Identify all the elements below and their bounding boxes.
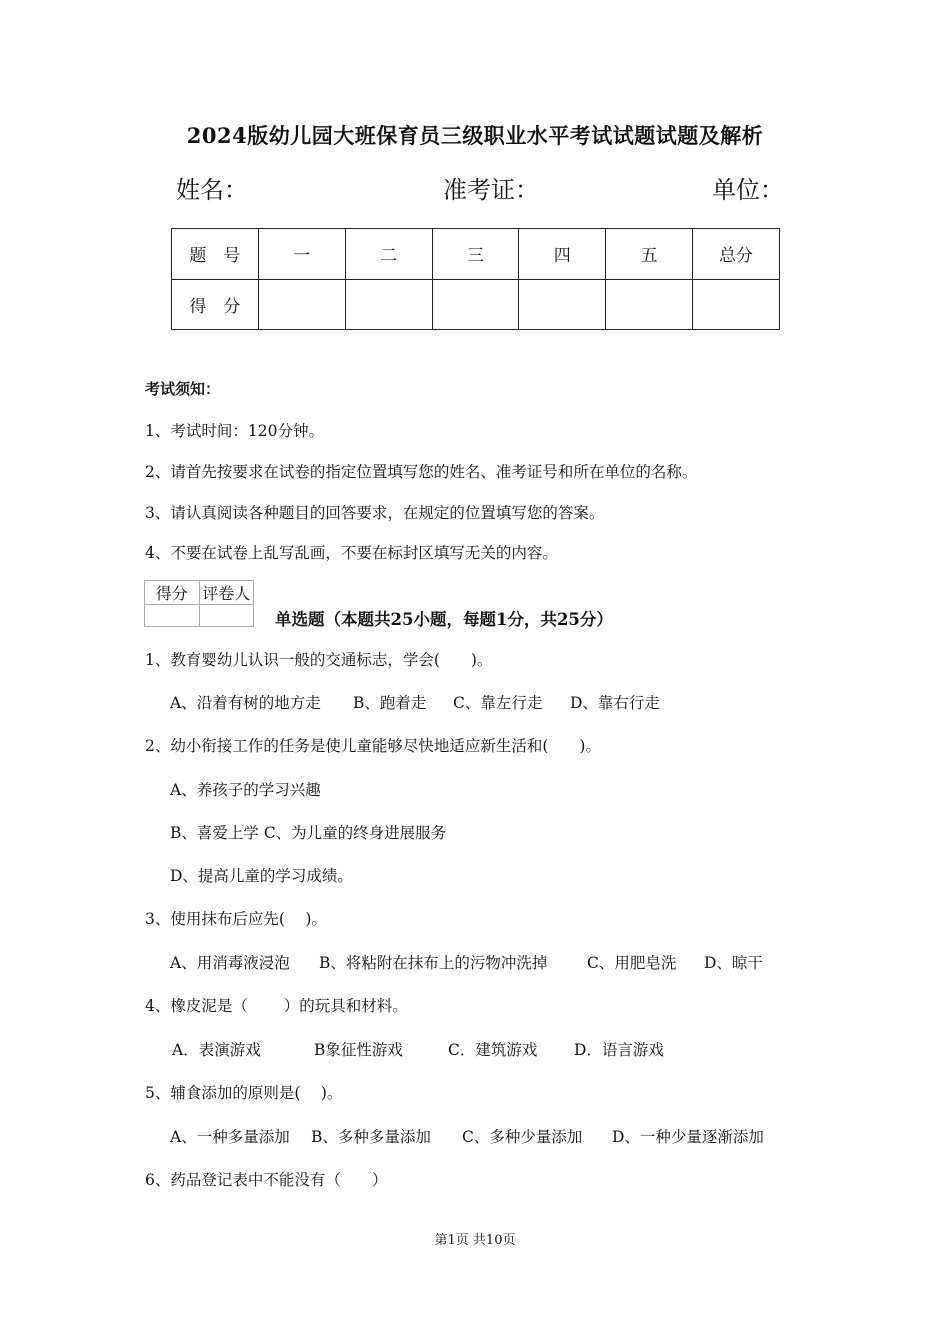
notice-item-3: 3、请认真阅读各种题目的回答要求，在规定的位置填写您的答案。 xyxy=(145,504,605,522)
grader-name-cell[interactable] xyxy=(199,605,254,627)
notice-heading: 考试须知： xyxy=(145,380,221,398)
question-2-option-d: D、提高儿童的学习成绩。 xyxy=(170,867,353,885)
score-table-header-row xyxy=(172,229,780,280)
question-5-option-a: A、一种多量添加 xyxy=(170,1128,290,1146)
score-row-label: 得 分 xyxy=(172,279,259,330)
question-1-stem: 1、教育婴幼儿认识一般的交通标志，学会( )。 xyxy=(145,651,493,669)
question-3-stem: 3、使用抹布后应先( )。 xyxy=(145,910,327,928)
total-header: 总分 xyxy=(693,229,780,280)
question-4-option-b: B象征性游戏 xyxy=(314,1041,403,1059)
question-3-option-c: C、用肥皂洗 xyxy=(587,954,677,972)
question-number-label: 题 号 xyxy=(172,229,259,280)
question-4-option-d: D．语言游戏 xyxy=(574,1041,664,1059)
grader-name-label: 评卷人 xyxy=(199,581,254,605)
notice-item-1: 1、考试时间：120分钟。 xyxy=(145,422,324,440)
question-5-option-c: C、多种少量添加 xyxy=(462,1128,583,1146)
grader-box xyxy=(144,580,254,627)
grader-score-cell[interactable] xyxy=(145,605,200,627)
score-cell-3[interactable] xyxy=(432,279,519,330)
page-footer: 第1页 共10页 xyxy=(434,1233,516,1248)
section-4-header: 四 xyxy=(519,229,606,280)
question-4-stem: 4、橡皮泥是（ ）的玩具和材料。 xyxy=(145,997,408,1015)
score-cell-1[interactable] xyxy=(258,279,345,330)
question-4-option-c: C．建筑游戏 xyxy=(448,1041,538,1059)
question-4-option-a: A．表演游戏 xyxy=(172,1041,261,1059)
question-1-option-d: D、靠右行走 xyxy=(570,694,660,712)
score-cell-2[interactable] xyxy=(345,279,432,330)
question-6-stem: 6、药品登记表中不能没有（ ） xyxy=(145,1171,388,1189)
question-2-stem: 2、幼小衔接工作的任务是使儿童能够尽快地适应新生活和( )。 xyxy=(145,737,601,755)
grader-score-label: 得分 xyxy=(145,581,200,605)
question-3-option-d: D、晾干 xyxy=(704,954,763,972)
score-table-score-row xyxy=(172,279,780,330)
question-1-option-b: B、跑着走 xyxy=(353,694,427,712)
question-3-option-b: B、将粘附在抹布上的污物冲洗掉 xyxy=(319,954,548,972)
exam-id-field-label: 准考证： xyxy=(443,176,539,204)
section-title: 单选题（本题共25小题，每题1分，共25分） xyxy=(275,610,613,629)
name-field-label: 姓名： xyxy=(176,176,248,204)
section-1-header: 一 xyxy=(258,229,345,280)
question-2-option-a: A、养孩子的学习兴趣 xyxy=(170,781,321,799)
score-table xyxy=(171,228,780,330)
question-3-option-a: A、用消毒液浸泡 xyxy=(170,954,290,972)
section-5-header: 五 xyxy=(606,229,693,280)
question-1-option-a: A、沿着有树的地方走 xyxy=(170,694,321,712)
question-1-option-c: C、靠左行走 xyxy=(453,694,543,712)
question-5-option-d: D、一种少量逐渐添加 xyxy=(612,1128,764,1146)
question-5-stem: 5、辅食添加的原则是( )。 xyxy=(145,1084,343,1102)
notice-item-4: 4、不要在试卷上乱写乱画，不要在标封区填写无关的内容。 xyxy=(145,544,558,562)
section-3-header: 三 xyxy=(432,229,519,280)
question-5-option-b: B、多种多量添加 xyxy=(311,1128,431,1146)
score-cell-4[interactable] xyxy=(519,279,606,330)
notice-item-2: 2、请首先按要求在试卷的指定位置填写您的姓名、准考证号和所在单位的名称。 xyxy=(145,463,698,481)
section-2-header: 二 xyxy=(345,229,432,280)
question-2-option-bc: B、喜爱上学 C、为儿童的终身进展服务 xyxy=(170,824,447,842)
score-cell-5[interactable] xyxy=(606,279,693,330)
score-cell-total[interactable] xyxy=(693,279,780,330)
unit-field-label: 单位： xyxy=(712,176,784,204)
document-title: 2024版幼儿园大班保育员三级职业水平考试试题试题及解析 xyxy=(186,123,764,148)
